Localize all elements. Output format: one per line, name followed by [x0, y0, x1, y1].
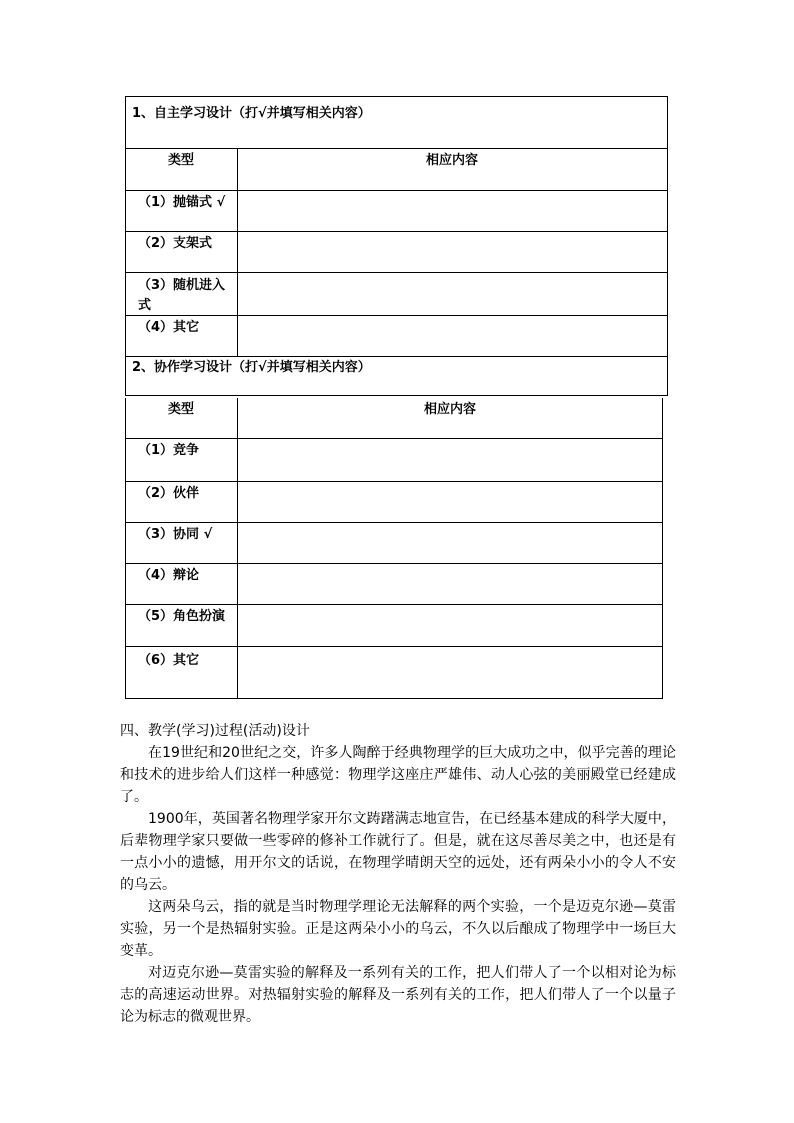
collab-header-text: 2、协作学习设计（打√并填写相关内容）: [132, 360, 371, 375]
row-type-debate: （4）辩论: [138, 568, 200, 583]
row-type-cooperation: （3）协同 √: [138, 527, 213, 542]
table-row: [126, 191, 667, 232]
paragraph-3: 这两朵乌云，指的就是当时物理学理论无法解释的两个实验，一个是迈克尔逊—莫雷实验，另一个是热辐射实验。正是这两朵小小的乌云，不久以后酿成了物理学中一场巨大变革。: [120, 899, 676, 959]
table-row: [126, 564, 662, 605]
paragraph-4: 对迈克尔逊—莫雷实验的解释及一系列有关的工作，把人们带人了一个以相对论为标志的高速运动世界。对热辐射实验的解释及一系列有关的工作，把人们带人了一个以量子论为标志的微观世界。: [120, 965, 676, 1025]
table-row: [126, 523, 662, 564]
row-type-anchored: （1）抛锚式 √: [138, 195, 226, 210]
self-learning-table: [125, 96, 668, 396]
row-type-competition: （1）竞争: [138, 443, 200, 458]
collab-column-header-row: [126, 398, 662, 439]
section-title: 四、教学(学习)过程(活动)设计: [120, 723, 310, 739]
paragraph-1: 在19世纪和20世纪之交，许多人陶醉于经典物理学的巨大成功之中，似乎完善的理论和技术的进步给人们这样一种感觉：物理学这座庄严雄伟、动人心弦的美丽殿堂已经建成了。: [120, 745, 676, 805]
column-type-label: 类型: [168, 153, 195, 168]
collab-learning-table-header: [126, 357, 667, 395]
row-type-partner: （2）伙伴: [138, 486, 200, 501]
column-content-label: 相应内容: [426, 153, 479, 168]
table-row: [126, 647, 662, 698]
table-row: [126, 605, 662, 647]
paragraph-2: 1900年，英国著名物理学家开尔文踌躇满志地宣告，在已经基本建成的科学大厦中，后辈物理学家只要做一些零碎的修补工作就行了。但是，就在这尽善尽美之中，也还是有一点小小的遗憾，用开尔文的话说，在物理学晴朗天空的远处，还有两朵小小的令人不安的乌云。: [120, 811, 676, 893]
column-content-label: 相应内容: [424, 402, 477, 417]
table-row: [126, 439, 662, 482]
row-type-other: （6）其它: [138, 653, 200, 668]
table-row: [126, 316, 667, 357]
table-row: [126, 232, 667, 273]
column-type-label: 类型: [168, 402, 195, 417]
self-learning-header-text: 1、自主学习设计（打√并填写相关内容）: [132, 106, 371, 121]
row-type-random-access: （3）随机进入式: [138, 278, 226, 313]
self-learning-table-header: [126, 97, 667, 149]
collab-learning-table: [125, 398, 663, 699]
row-type-scaffold: （2）支架式: [138, 236, 213, 251]
row-type-other: （4）其它: [138, 320, 200, 335]
self-learning-column-header-row: [126, 149, 667, 191]
table-row: [126, 482, 662, 523]
row-type-role-play: （5）角色扮演: [138, 609, 226, 624]
table-row: [126, 273, 667, 316]
